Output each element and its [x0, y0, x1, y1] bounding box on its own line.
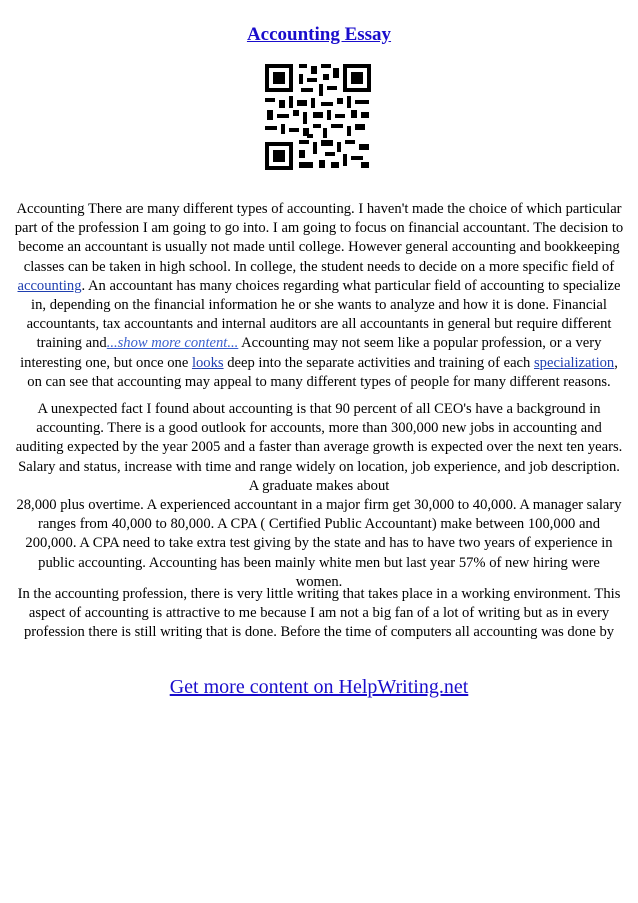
- get-more-content-link[interactable]: Get more content on HelpWriting.net: [169, 676, 469, 698]
- essay-paragraph-3: In the accounting profession, there is very little writing that takes place in a working environment. This aspect of accounting is attractive to me because I am not a big fan of a lot of writing but as in every profession there is still writing that is done. Before the time of computers all accounting was done by: [17, 586, 621, 641]
- p2-text-a: A unexpected fact I found about accounting is that 90 percent of all CEO's have a background in accounting. There is a good outlook for accounts, more than 300,000 new jobs in accounting and auditing expected by the year 2005 and a faster than average growth is expected over the next ten years. Salary and status, increase with time and range widely on location, job experience, and job description. A graduate makes about: [15, 401, 623, 494]
- p1-text-5: , on can see that accounting may appeal to many different types of people for many different reasons.: [27, 354, 618, 390]
- page-title[interactable]: Accounting Essay: [246, 24, 392, 45]
- p1-text-2: . An accountant has many choices regarding what particular field of accounting to specialize in, depending on the financial information he or she wants to analyze and how it is done. Financial accountants, tax accountants and internal auditors are all accountants in general but require different training and: [26, 277, 621, 352]
- p1-text-3: Accounting may not seem like a popular profession, or a very interesting one, but once one: [20, 335, 602, 371]
- p2-text-b: 28,000 plus overtime. A experienced accountant in a major firm get 30,000 to 40,000. A manager salary ranges from 40,000 to 80,000. A CPA ( Certified Public Accountant) make between 100,000 and 200,000. A CPA need to take extra test giving by the state and has to have two years of experience in public accounting. Accounting has been mainly white men but last year 57% of new hiring were women.: [16, 497, 622, 590]
- accounting-link[interactable]: accounting: [17, 277, 82, 294]
- essay-paragraph-2: [14, 400, 624, 592]
- p1-text-1: Accounting There are many different types of accounting. I haven't made the choice of which particular part of the profession I am going to go into. I am going to focus on financial accountant. The decision to become an accountant is usually not made until college. However general accounting and bookkeeping classes can be taken in high school. In college, the student needs to decide on a more specific field of: [14, 201, 624, 275]
- looks-link[interactable]: looks: [191, 354, 224, 371]
- essay-paragraph-1: [14, 200, 624, 392]
- p1-text-4: deep into the separate activities and training of each: [223, 354, 534, 371]
- qr-code: [263, 62, 373, 172]
- show-more-link[interactable]: ...show more content...: [106, 335, 239, 352]
- specialization-link[interactable]: specialization: [533, 354, 615, 371]
